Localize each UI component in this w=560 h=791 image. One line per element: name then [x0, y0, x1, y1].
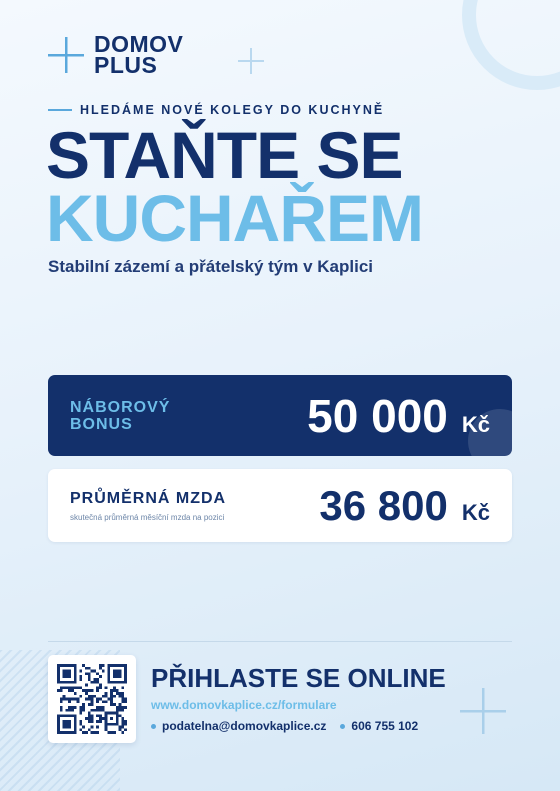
divider: [48, 641, 512, 642]
bonus-currency: Kč: [461, 411, 490, 437]
email-contact[interactable]: [151, 719, 326, 733]
cta-url-link[interactable]: www.domovkaplice.cz/formulare: [151, 698, 337, 712]
qr-code-icon[interactable]: [48, 655, 136, 743]
plus-icon: [48, 35, 84, 75]
bullet-dot: [340, 724, 345, 729]
decorative-plus-icon: [460, 688, 506, 734]
brand-line2: PLUS: [94, 52, 158, 78]
decorative-ring: [462, 0, 560, 90]
brand-logo: [48, 31, 184, 78]
salary-text: [70, 490, 226, 522]
bonus-value: 50 000: [307, 389, 448, 442]
salary-card: [48, 469, 512, 542]
decorative-plus-icon: [238, 48, 264, 74]
phone-contact[interactable]: [340, 719, 418, 733]
bullet-dot: [151, 724, 156, 729]
bonus-label-line1: NÁBOROVÝ: [70, 398, 171, 416]
cta-title: PŘIHLASTE SE ONLINE: [151, 663, 446, 693]
bonus-label-line2: BONUS: [70, 415, 133, 433]
bonus-card: [48, 375, 512, 456]
salary-amount: [319, 482, 490, 530]
headline-line2: KUCHAŘEM: [46, 181, 423, 255]
brand-line1: DOMOV: [94, 31, 184, 57]
kicker-text: HLEDÁME NOVÉ KOLEGY DO KUCHYNĚ: [80, 103, 385, 117]
salary-value: 36 800: [319, 481, 448, 529]
kicker: [48, 103, 384, 117]
brand-name: [94, 31, 184, 78]
cta-contacts: [151, 719, 432, 733]
headline-line1: STAŇTE SE: [46, 118, 403, 192]
bonus-amount: [307, 389, 490, 443]
salary-currency: Kč: [461, 499, 490, 525]
bonus-label: [70, 399, 170, 433]
subheadline: Stabilní zázemí a přátelský tým v Kaplici: [48, 257, 374, 276]
kicker-line: [48, 109, 72, 111]
salary-note: skutečná průměrná měsíční mzda na pozici: [70, 512, 225, 522]
email-link[interactable]: podatelna@domovkaplice.cz: [162, 719, 327, 733]
phone-link[interactable]: 606 755 102: [351, 719, 419, 733]
salary-label: PRŮMĚRNÁ MZDA: [70, 489, 227, 507]
